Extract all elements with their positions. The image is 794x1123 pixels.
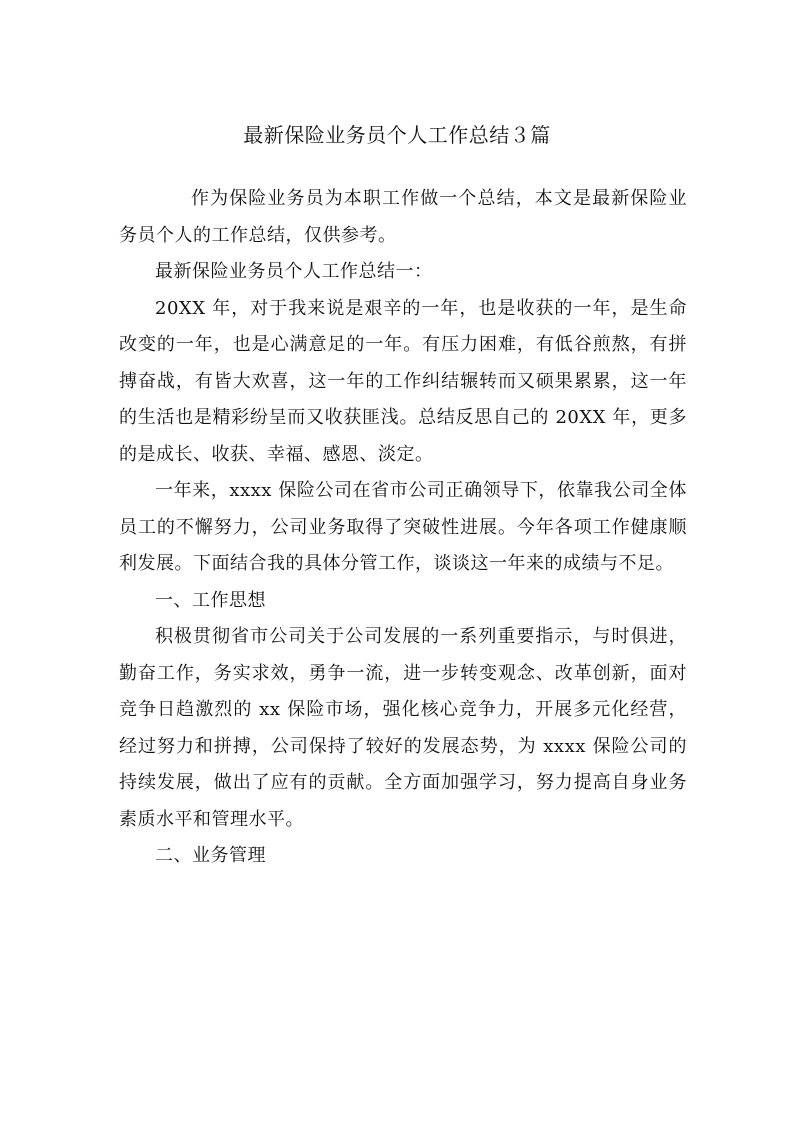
body-paragraph: 20XX 年，对于我来说是艰辛的一年，也是收获的一年，是生命改变的一年，也是心满意足的一年。有压力困难，有低谷煎熬，有拼搏奋战，有皆大欢喜，这一年的工作纠结辗转而又硕果累累，这一年的生活也是精彩纷呈而又收获匪浅。总结反思自己的 20XX 年，更多的是成长、收获、幸福、感恩、淡定。 [119, 297, 687, 465]
section-heading-work-thought: 一、工作思想 [155, 589, 266, 611]
document-body [119, 181, 687, 875]
section-heading-business-management: 二、业务管理 [155, 845, 266, 866]
intro-paragraph: 作为保险业务员为本职工作做一个总结，本文是最新保险业务员个人的工作总结，仅供参考。 [119, 188, 687, 246]
body-paragraph: 积极贯彻省市公司关于公司发展的一系列重要指示，与时俱进，勤奋工作，务实求效，勇争一流，进一步转变观念、改革创新，面对竞争日趋激烈的 xx 保险市场，强化核心竞争力，开展多元化经营，经过努力和拼搏，公司保持了较好的发展态势，为 xxxx 保险公司的持续发展，做出了应有的贡献。全方面加强学习，努力提高自身业务素质水平和管理水平。 [119, 626, 687, 830]
section-heading-summary-one: 最新保险业务员个人工作总结一： [155, 261, 433, 282]
body-paragraph: 一年来，xxxx 保险公司在省市公司正确领导下，依靠我公司全体员工的不懈努力，公司业务取得了突破性进展。今年各项工作健康顺利发展。下面结合我的具体分管工作，谈谈这一年来的成绩与不足。 [119, 480, 687, 574]
document-title: 最新保险业务员个人工作总结３篇 [243, 123, 551, 147]
